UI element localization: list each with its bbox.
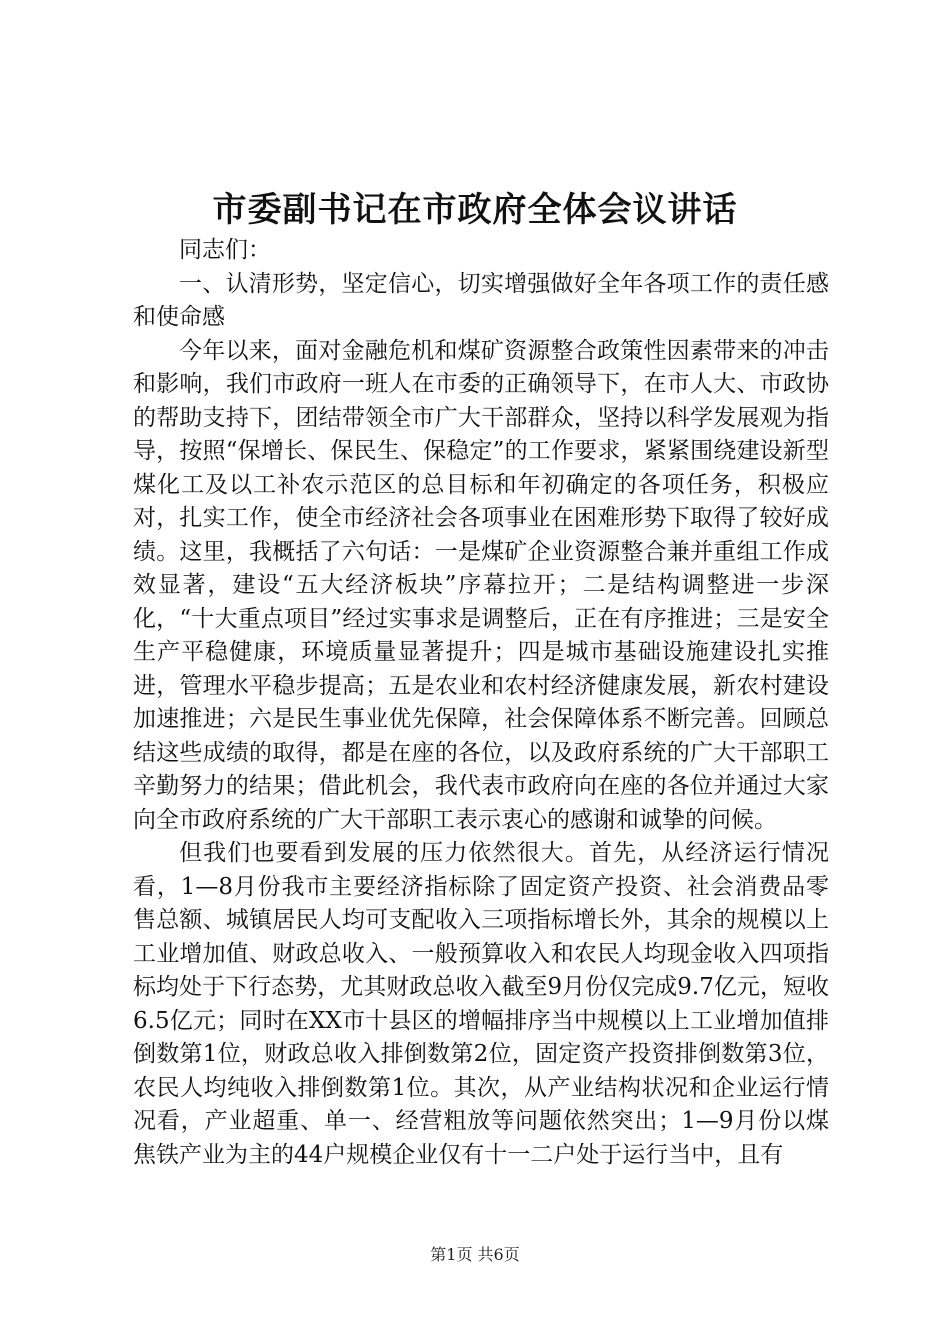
body-paragraph: 今年以来，面对金融危机和煤矿资源整合政策性因素带来的冲击和影响，我们市政府一班人在市委的正确领导下，在市人大、市政协的帮助支持下，团结带领全市广大干部群众，坚持以科学发展观为指导，按照“保增长、保民生、保稳定”的工作要求，紧紧围绕建设新型煤化工及以工补农示范区的总目标和年初确定的各项任务，积极应对，扎实工作，使全市经济社会各项事业在困难形势下取得了较好成绩。这里，我概括了六句话：一是煤矿企业资源整合兼并重组工作成效显著，建设“五大经济板块”序幕拉开；二是结构调整进一步深化，“十大重点项目”经过实事求是调整后，正在有序推进；三是安全生产平稳健康，环境质量显著提升；四是城市基础设施建设扎实推进，管理水平稳步提高；五是农业和农村经济健康发展，新农村建设加速推进；六是民生事业优先保障，社会保障体系不断完善。回顾总结这些成绩的取得，都是在座的各位，以及政府系统的广大干部职工辛勤努力的结果；借此机会，我代表市政府向在座的各位并通过大家向全市政府系统的广大干部职工表示衷心的感谢和诚挚的问候。 [133,337,829,833]
document-title: 市委副书记在市政府全体会议讲话 [212,190,738,230]
document-body [133,234,829,1172]
section-heading-paragraph: 一、认清形势，坚定信心，切实增强做好全年各项工作的责任感和使命感 [133,270,829,330]
body-paragraph: 但我们也要看到发展的压力依然很大。首先，从经济运行情况看，1—8月份我市主要经济指标除了固定资产投资、社会消费品零售总额、城镇居民人均可支配收入三项指标增长外，其余的规模以上工业增加值、财政总收入、一般预算收入和农民人均现金收入四项指标均处于下行态势，尤其财政总收入截至9月份仅完成9.7亿元，短收6.5亿元；同时在XX市十县区的增幅排序当中规模以上工业增加值排倒数第1位，财政总收入排倒数第2位，固定资产投资排倒数第3位，农民人均纯收入排倒数第1位。其次，从产业结构状况和企业运行情况看，产业超重、单一、经营粗放等问题依然突出；1—9月份以煤焦铁产业为主的44户规模企业仅有十一二户处于运行当中，且有 [133,840,829,1168]
page-number-footer: 第1页 共6页 [430,1245,520,1264]
salutation-paragraph: 同志们： [179,237,271,263]
